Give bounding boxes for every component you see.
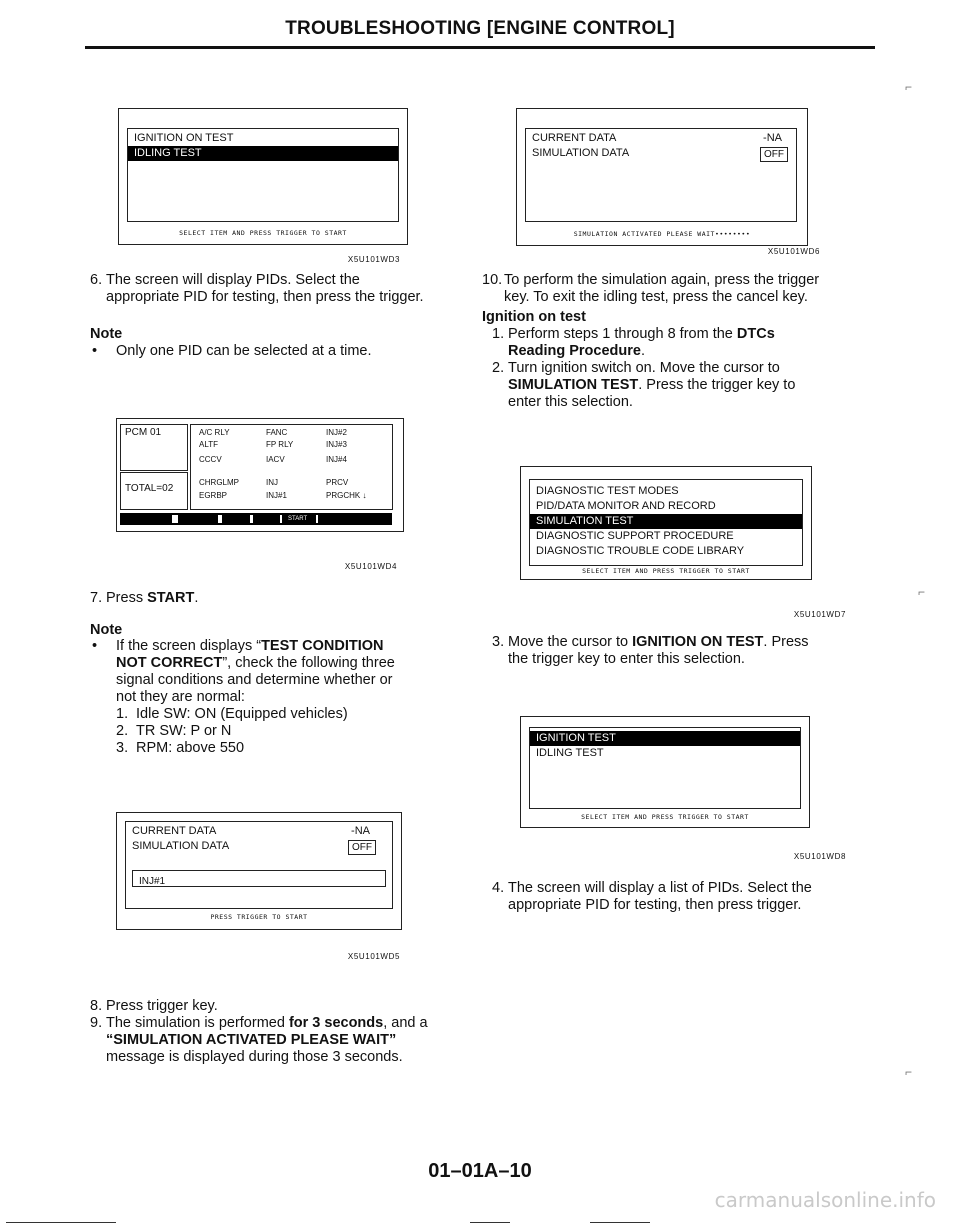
- screen-display: [529, 479, 803, 566]
- menu-item-ignition-test-selected: IGNITION TEST: [530, 731, 800, 746]
- step-number: 3.: [492, 634, 505, 650]
- menu-item: DIAGNOSTIC TEST MODES: [536, 485, 679, 497]
- step-7: [90, 590, 470, 607]
- menu-item-idling-test: IDLING TEST: [536, 747, 604, 759]
- pid-cell: IACV: [266, 455, 285, 464]
- step-text-bold: Reading Procedure: [508, 343, 641, 359]
- page-header-title: TROUBLESHOOTING [ENGINE CONTROL]: [285, 18, 675, 39]
- simulation-value-box: OFF: [760, 147, 788, 162]
- soft-key: [250, 515, 253, 523]
- step-text: enter this selection.: [508, 394, 633, 410]
- figure-ignition-idling-menu: [118, 108, 408, 245]
- step-text: The simulation is performed: [106, 1015, 289, 1031]
- step-text: the trigger key to enter this selection.: [508, 651, 745, 667]
- screen-caption: PRESS TRIGGER TO START: [210, 913, 308, 921]
- data-row: [526, 131, 796, 146]
- note-title: Note: [90, 622, 123, 638]
- step-text-bold: START: [147, 590, 195, 606]
- figure-diagnostic-menu: [520, 466, 812, 580]
- menu-item-ignition-on-test: IGNITION ON TEST: [134, 132, 234, 144]
- soft-key: [218, 515, 222, 523]
- step-number: 1.: [492, 326, 505, 342]
- soft-key: [172, 515, 178, 523]
- menu-item: DIAGNOSTIC SUPPORT PROCEDURE: [536, 530, 734, 542]
- function-key-bar: [120, 513, 392, 525]
- pid-cell: FP RLY: [266, 440, 294, 449]
- scan-mark: ⌐: [905, 1065, 913, 1079]
- note-text: Only one PID can be selected at a time.: [116, 343, 372, 359]
- figure-code: X5U101WD7: [793, 610, 846, 619]
- simulation-data-label: SIMULATION DATA: [532, 147, 630, 159]
- pid-cell: PRCV: [326, 478, 349, 487]
- pid-cell: INJ#1: [266, 491, 287, 500]
- note-test-condition: [90, 638, 470, 757]
- data-row: [526, 146, 796, 161]
- step-text: message is displayed during those 3 seconds.: [106, 1049, 403, 1065]
- note-bullet: [90, 343, 470, 360]
- ignition-step-2: [492, 360, 872, 411]
- step-text: key. To exit the idling test, press the cancel key.: [504, 289, 808, 305]
- step-text: To perform the simulation again, press the trigger: [504, 272, 820, 288]
- pid-cell: PRGCHK ↓: [326, 491, 367, 500]
- menu-item-idling-test-selected: IDLING TEST: [128, 146, 398, 161]
- note-text-bold: TEST CONDITION: [261, 638, 384, 654]
- figure-ignition-menu: [520, 716, 810, 828]
- pid-cell: CHRGLMP: [199, 478, 240, 487]
- start-key-label: START: [288, 516, 308, 522]
- start-key: [280, 515, 318, 523]
- condition-text: TR SW: P or N: [136, 723, 232, 739]
- note-text: signal conditions and determine whether or: [116, 672, 393, 688]
- simulation-value-box: OFF: [348, 840, 376, 855]
- step-number: 6.: [90, 272, 103, 288]
- pcm-label: PCM 01: [125, 427, 162, 438]
- figure-code: X5U101WD3: [347, 255, 400, 264]
- step-text: Press: [106, 590, 148, 606]
- step-9: [90, 1015, 470, 1066]
- header-rule: [85, 46, 875, 49]
- bullet: •: [92, 343, 98, 359]
- watermark: carmanualsonline.info: [714, 1188, 936, 1212]
- step-text: The screen will display a list of PIDs. Select the: [508, 880, 812, 896]
- pid-cell: CCCV: [199, 455, 222, 464]
- screen-display: [125, 821, 393, 909]
- figure-code: X5U101WD4: [344, 562, 397, 571]
- note-title: Note: [90, 326, 123, 342]
- screen-display: [127, 128, 399, 222]
- condition-number: 2.: [116, 723, 129, 739]
- pid-grid: [190, 424, 393, 510]
- menu-item: DIAGNOSTIC TROUBLE CODE LIBRARY: [536, 545, 745, 557]
- pid-cell: EGRBP: [199, 491, 228, 500]
- data-row: [126, 839, 392, 854]
- step-10: [482, 272, 882, 306]
- simulation-data-label: SIMULATION DATA: [132, 840, 230, 852]
- screen-display: [525, 128, 797, 222]
- bullet: •: [92, 638, 98, 654]
- step-text: The screen will display PIDs. Select the: [106, 272, 360, 288]
- step-text: Press trigger key.: [106, 998, 218, 1014]
- screen-display: [529, 727, 801, 809]
- step-text: Perform steps 1 through 8 from the: [508, 326, 737, 342]
- step-text: Turn ignition switch on. Move the cursor to: [508, 360, 780, 376]
- footer-line: [590, 1222, 650, 1223]
- current-data-value: -NA: [351, 825, 370, 837]
- step-6: [90, 272, 470, 306]
- note-text-bold: NOT CORRECT: [116, 655, 223, 671]
- screen-caption: SELECT ITEM AND PRESS TRIGGER TO START: [179, 229, 347, 237]
- condition-text: RPM: above 550: [136, 740, 245, 756]
- step-text-bold: DTCs: [736, 326, 775, 342]
- step-text: appropriate PID for testing, then press the trigger.: [106, 289, 424, 305]
- figure-simulation-activated: [516, 108, 808, 246]
- total-label: TOTAL=02: [125, 483, 174, 494]
- selected-pid-box: [132, 870, 386, 887]
- pcm-label-box: [120, 424, 188, 471]
- condition-text: Idle SW: ON (Equipped vehicles): [136, 706, 348, 722]
- note-text: ”, check the following three: [222, 655, 395, 671]
- figure-code: X5U101WD6: [767, 247, 820, 256]
- pid-cell: FANC: [266, 428, 288, 437]
- condition-number: 1.: [116, 706, 129, 722]
- pid-cell: INJ#2: [326, 428, 347, 437]
- pid-cell: A/C RLY: [199, 428, 230, 437]
- note-text: not they are normal:: [116, 689, 245, 705]
- condition-number: 3.: [116, 740, 129, 756]
- step-text: Move the cursor to: [508, 634, 633, 650]
- total-label-box: [120, 472, 188, 510]
- pid-cell: INJ#3: [326, 440, 347, 449]
- ignition-step-4: [492, 880, 872, 914]
- ignition-step-1: [492, 326, 872, 360]
- data-row: [126, 824, 392, 839]
- step-number: 4.: [492, 880, 505, 896]
- pid-cell: ALTF: [199, 440, 218, 449]
- pid-cell: INJ#4: [326, 455, 347, 464]
- menu-item-simulation-test-selected: SIMULATION TEST: [530, 514, 802, 529]
- step-number: 2.: [492, 360, 505, 376]
- step-8: [90, 998, 470, 1015]
- selected-pid: INJ#1: [139, 876, 166, 887]
- figure-simulation-data: [116, 812, 402, 930]
- step-text-bold: for 3 seconds: [288, 1015, 384, 1031]
- step-text: . Press: [763, 634, 809, 650]
- step-number: 7.: [90, 590, 103, 606]
- ignition-step-3: [492, 634, 872, 668]
- step-text: , and a: [383, 1015, 428, 1031]
- step-number: 9.: [90, 1015, 103, 1031]
- note-text: If the screen displays “: [116, 638, 262, 654]
- figure-code: X5U101WD5: [347, 952, 400, 961]
- current-data-label: CURRENT DATA: [132, 825, 217, 837]
- footer-line: [470, 1222, 510, 1223]
- current-data-value: -NA: [763, 132, 782, 144]
- screen-caption: SELECT ITEM AND PRESS TRIGGER TO START: [581, 813, 749, 821]
- figure-code: X5U101WD8: [793, 852, 846, 861]
- step-text-bold: IGNITION ON TEST: [632, 634, 764, 650]
- pid-cell: INJ: [266, 478, 278, 487]
- step-number: 8.: [90, 998, 103, 1014]
- step-number: 10.: [482, 272, 503, 288]
- step-text-bold: “SIMULATION ACTIVATED PLEASE WAIT”: [106, 1032, 397, 1048]
- page-number: 01–01A–10: [428, 1160, 532, 1182]
- section-title-ignition-on-test: Ignition on test: [482, 309, 586, 325]
- scan-mark: ⌐: [905, 80, 913, 94]
- step-text: appropriate PID for testing, then press trigger.: [508, 897, 802, 913]
- step-text-bold: SIMULATION TEST: [508, 377, 639, 393]
- screen-caption: SELECT ITEM AND PRESS TRIGGER TO START: [582, 567, 750, 575]
- figure-pid-list: [116, 418, 404, 532]
- scan-mark: ⌐: [918, 585, 926, 599]
- current-data-label: CURRENT DATA: [532, 132, 617, 144]
- step-text: .: [640, 343, 645, 359]
- screen-caption: SIMULATION ACTIVATED PLEASE WAIT••••••••: [573, 230, 751, 238]
- footer-line: [6, 1222, 116, 1223]
- step-text: . Press the trigger key to: [638, 377, 796, 393]
- menu-item: PID/DATA MONITOR AND RECORD: [536, 500, 716, 512]
- step-text: .: [194, 590, 199, 606]
